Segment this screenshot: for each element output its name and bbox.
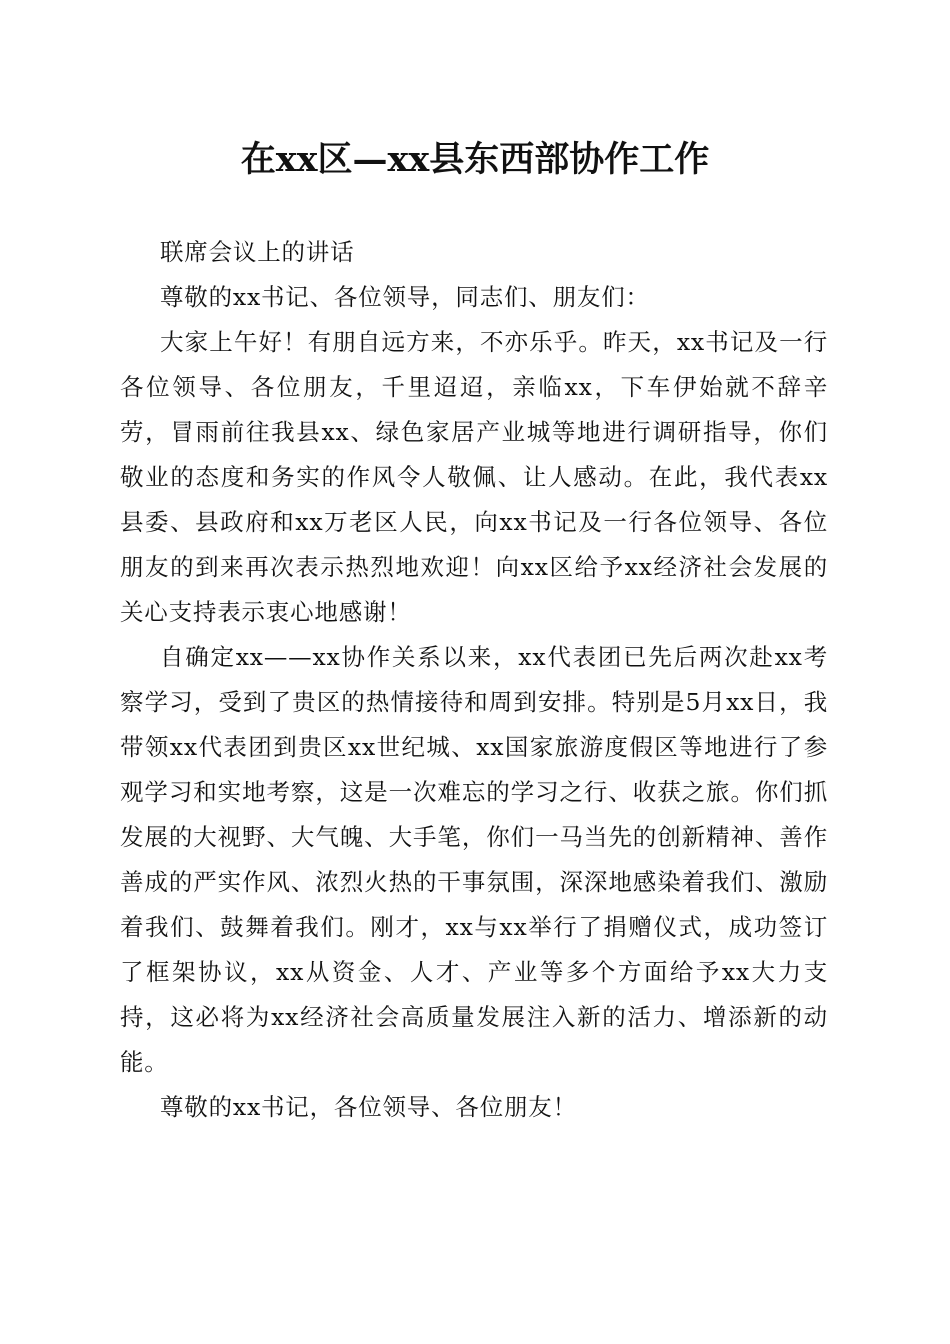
document-body [120,230,828,1130]
paragraph-salutation: 尊敬的xx书记、各位领导，同志们、朋友们： [160,283,650,311]
paragraph-subtitle: 联席会议上的讲话 [160,238,355,266]
document-title: 在xx区—xx县东西部协作工作 [240,139,710,180]
paragraph-closing-salutation: 尊敬的xx书记，各位领导、各位朋友！ [160,1093,577,1121]
paragraph-cooperation: 自确定xx——xx协作关系以来，xx代表团已先后两次赴xx考察学习，受到了贵区的热情接待和周到安排。特别是5月xx日，我带领xx代表团到贵区xx世纪城、xx国家旅游度假区等地进行了参观学习和实地考察，这是一次难忘的学习之行、收获之旅。你们抓发展的大视野、大气魄、大手笔，你们一马当先的创新精神、善作善成的严实作风、浓烈火热的干事氛围，深深地感染着我们、激励着我们、鼓舞着我们。刚才，xx与xx举行了捐赠仪式，成功签订了框架协议，xx从资金、人才、产业等多个方面给予xx大力支持，这必将为xx经济社会高质量发展注入新的活力、增添新的动能。 [120,643,828,1076]
paragraph-greeting: 大家上午好！有朋自远方来，不亦乐乎。昨天，xx书记及一行各位领导、各位朋友，千里迢迢，亲临xx，下车伊始就不辞辛劳，冒雨前往我县xx、绿色家居产业城等地进行调研指导，你们敬业的态度和务实的作风令人敬佩、让人感动。在此，我代表xx县委、县政府和xx万老区人民，向xx书记及一行各位领导、各位朋友的到来再次表示热烈地欢迎！向xx区给予xx经济社会发展的关心支持表示衷心地感谢！ [120,328,828,626]
